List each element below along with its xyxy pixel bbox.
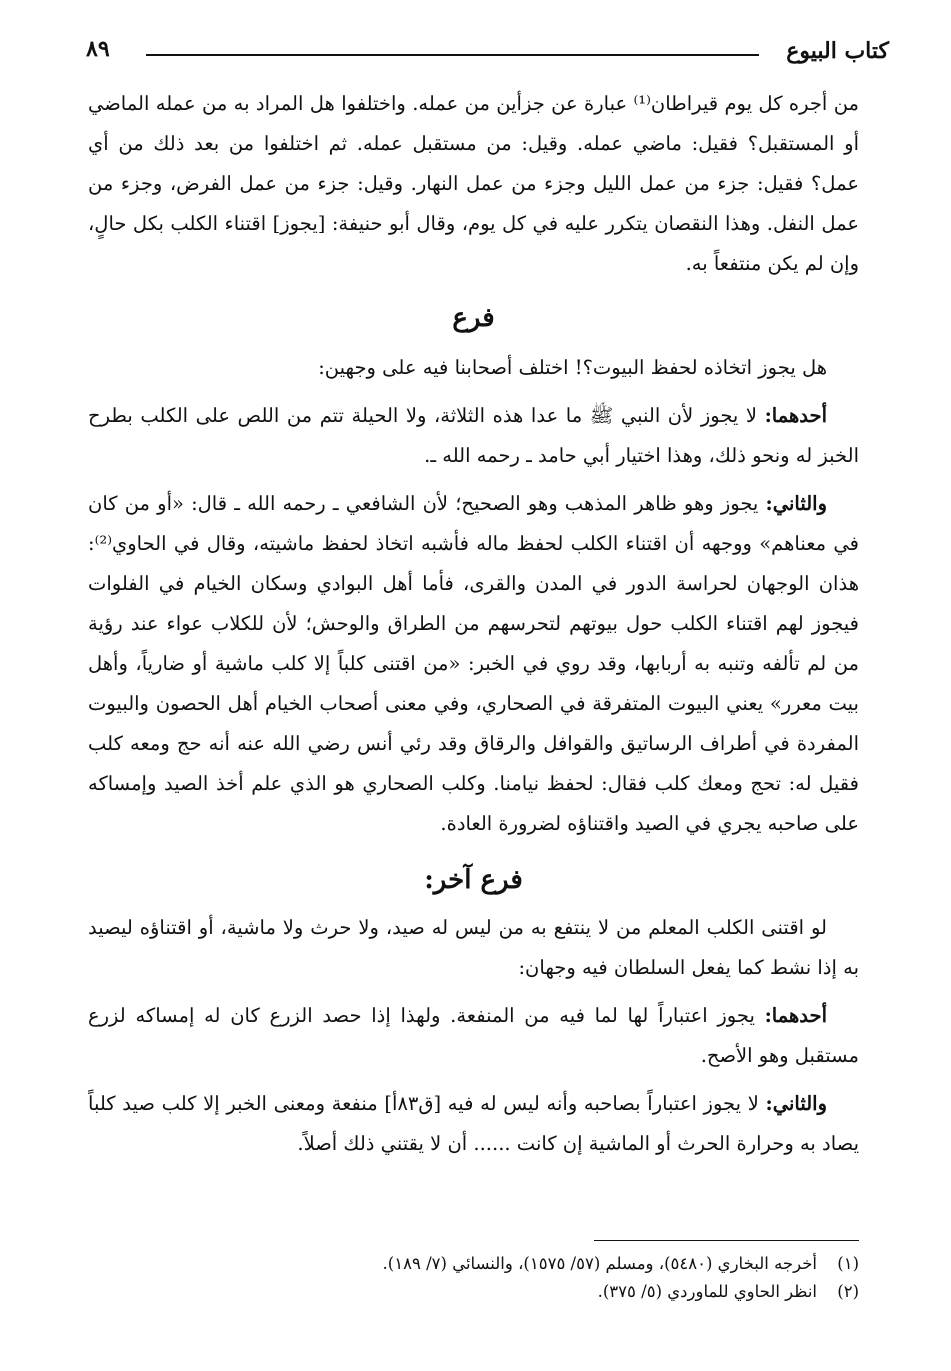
paragraph — [88, 996, 859, 1076]
paragraph-text: يجوز اعتباراً لها لما فيه من المنفعة. ولهذا إذا حصد الزرع كان له إمساكه لزرع مستقبل وهو الأصح. — [88, 1004, 859, 1067]
footnote-number: (٢) — [837, 1282, 859, 1301]
paragraph-lead: والثاني: — [765, 1092, 827, 1115]
paragraph: من أجره كل يوم قيراطان⁽¹⁾ عبارة عن جزأين من عمله. واختلفوا هل المراد به من عمله الماضي أو المستقبل؟ فقيل: ماضي عمله. وقيل: من مستقبل عمله. ثم اختلفوا من بعد ذلك من أي عمل؟ فقيل: جزء من عمل الليل وجزء من عمل النهار. وقيل: جزء من عمل الفرض، وجزء من عمل النفل. وهذا النقصان يتكرر عليه في كل يوم، وقال أبو حنيفة: [يجوز] اقتناء الكلب بكل حالٍ، وإن لم يكن منتفعاً به. — [88, 92, 859, 275]
paragraph-lead: والثاني: — [765, 492, 827, 515]
footnote-divider — [594, 1240, 859, 1241]
main-text — [88, 84, 859, 1164]
paragraph: لو اقتنى الكلب المعلم من لا ينتفع به من ليس له صيد، ولا حرث ولا ماشية، أو اقتناؤه ليصيد به إذا نشط كما يفعل السلطان فيه وجهان: — [88, 916, 859, 979]
footnote-number: (١) — [837, 1254, 859, 1273]
paragraph-lead: أحدهما: — [764, 404, 828, 427]
running-header — [86, 36, 889, 76]
footnote — [88, 1278, 859, 1306]
footnotes — [88, 1250, 859, 1306]
paragraph-text: لا يجوز اعتباراً بصاحبه وأنه ليس له فيه [ق٨٣أ] منفعة ومعنى الخبر إلا كلب صيد كلباً يصاد به وحرارة الحرث أو الماشية إن كانت ...... أن لا يقتني ذلك أصلاً. — [88, 1092, 859, 1155]
paragraph-lead: أحدهما: — [764, 1004, 827, 1027]
paragraph-text: يجوز وهو ظاهر المذهب وهو الصحيح؛ لأن الشافعي ـ رحمه الله ـ قال: «أو من كان في معناهم» ووجهه أن اقتناء الكلب لحفظ ماله فأشبه اتخاذ لحفظ ماشيته، وقال في الحاوي⁽²⁾: هذان الوجهان لحراسة الدور في المدن والقرى، فأما أهل البوادي وسكان الخيام في الفلوات فيجوز لهم اقتناء الكلب حول بيوتهم لتحرسهم من الطراق والوحش؛ لأن للكلاب عواء عند رؤية من لم تألفه وتنبه به أربابها، وقد روي في الخبر: «من اقتنى كلباً إلا كلب ماشية أو ضارياً، وأهل بيت معرر» يعني البيوت المتفرقة في الصحاري، وفي معنى أصحاب الخيام أهل الحصون والبيوت المفردة في أطراف الرساتيق والقوافل والرقاق وقد رئي أنس رضي الله عنه أنه حج ومعه كلب فقيل له: تحج ومعك كلب فقال: لحفظ نيامنا. وكلب الصحاري هو الذي علم أخذ الصيد وإمساكه على صاحبه يجري في الصيد واقتناؤه لضرورة العادة. — [88, 492, 859, 835]
footnote-text: انظر الحاوي للماوردي (٥/ ٣٧٥). — [597, 1282, 817, 1301]
paragraph-text: لا يجوز لأن النبي ﷺ ما عدا هذه الثلاثة، ولا الحيلة تتم من اللص على الكلب بطرح الخبز له ونحو ذلك، وهذا اختيار أبي حامد ـ رحمه الله ـ. — [88, 404, 859, 467]
section-heading: فرع — [452, 303, 495, 333]
chapter-title: كتاب البيوع — [786, 38, 889, 64]
page-number: ٨٩ — [86, 36, 110, 62]
section-heading: فرع آخر: — [424, 865, 523, 895]
footnote-text: أخرجه البخاري (٥٤٨٠)، ومسلم (٥٧/ ١٥٧٥)، والنسائي (٧/ ١٨٩). — [382, 1254, 817, 1273]
paragraph: هل يجوز اتخاذه لحفظ البيوت؟! اختلف أصحابنا فيه على وجهين: — [318, 356, 827, 379]
header-rule — [146, 54, 759, 56]
paragraph — [88, 484, 859, 844]
paragraph — [88, 1084, 859, 1164]
footnote — [88, 1250, 859, 1278]
paragraph — [88, 396, 859, 476]
